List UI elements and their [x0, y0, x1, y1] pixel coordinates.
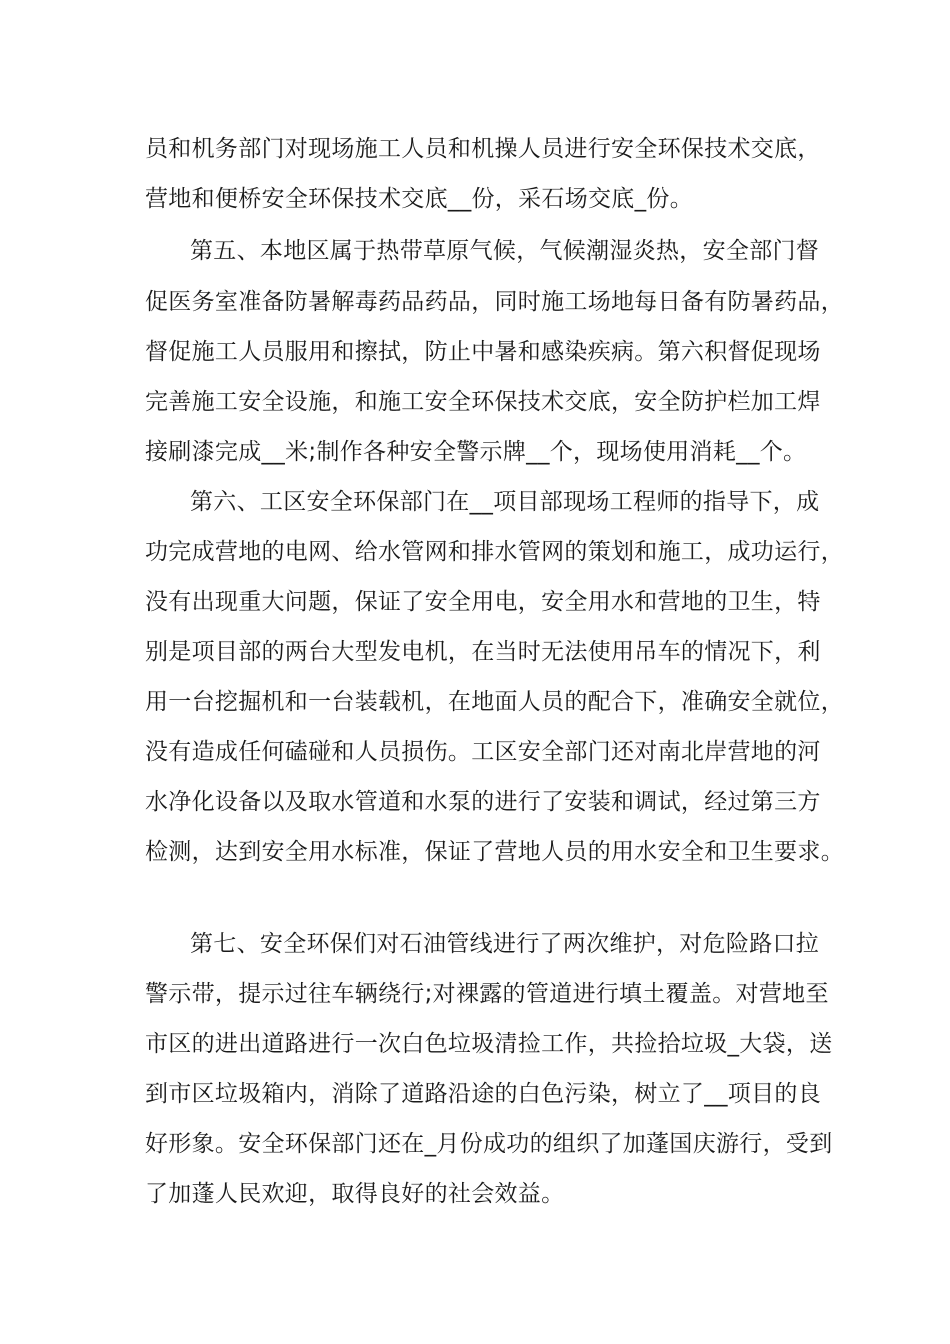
paragraph-line: 检测，达到安全用水标准，保证了营地人员的用水安全和卫生要求。 — [145, 839, 844, 865]
paragraph-line: 到市区垃圾箱内，消除了道路沿途的白色污染，树立了__项目的良 — [145, 1081, 821, 1107]
paragraph-line: 督促施工人员服用和擦拭，防止中暑和感染疾病。第六积督促现场 — [145, 339, 821, 365]
paragraph-line: 第五、本地区属于热带草原气候，气候潮湿炎热，安全部门督 — [190, 238, 820, 264]
paragraph-line: 促医务室准备防暑解毒药品药品，同时施工场地每日备有防暑药品， — [145, 289, 844, 315]
paragraph-line: 没有出现重大问题，保证了安全用电，安全用水和营地的卫生，特 — [145, 589, 821, 615]
paragraph-line: 营地和便桥安全环保技术交底__份，采石场交底_份。 — [145, 186, 693, 212]
paragraph-line: 接刷漆完成__米;制作各种安全警示牌__个，现场使用消耗__个。 — [145, 439, 807, 465]
paragraph-line: 用一台挖掘机和一台装载机，在地面人员的配合下，准确安全就位， — [145, 689, 844, 715]
paragraph-line: 了加蓬人民欢迎，取得良好的社会效益。 — [145, 1181, 565, 1207]
paragraph-line: 第六、工区安全环保部门在__项目部现场工程师的指导下，成 — [190, 489, 820, 515]
paragraph-line: 员和机务部门对现场施工人员和机操人员进行安全环保技术交底， — [145, 136, 821, 162]
paragraph-line: 功完成营地的电网、给水管网和排水管网的策划和施工，成功运行， — [145, 539, 844, 565]
paragraph-line: 水净化设备以及取水管道和水泵的进行了安装和调试，经过第三方 — [145, 789, 821, 815]
paragraph-line: 好形象。安全环保部门还在_月份成功的组织了加蓬国庆游行，受到 — [145, 1131, 833, 1157]
paragraph-line: 别是项目部的两台大型发电机，在当时无法使用吊车的情况下，利 — [145, 639, 821, 665]
paragraph-line: 市区的进出道路进行一次白色垃圾清捡工作，共捡拾垃圾_大袋，送 — [145, 1031, 833, 1057]
paragraph-line: 第七、安全环保们对石油管线进行了两次维护，对危险路口拉 — [190, 931, 820, 957]
paragraph-line: 没有造成任何磕碰和人员损伤。工区安全部门还对南北岸营地的河 — [145, 739, 821, 765]
paragraph-line: 警示带，提示过往车辆绕行;对裸露的管道进行填土覆盖。对营地至 — [145, 981, 829, 1007]
paragraph-line: 完善施工安全设施，和施工安全环保技术交底，安全防护栏加工焊 — [145, 389, 821, 415]
